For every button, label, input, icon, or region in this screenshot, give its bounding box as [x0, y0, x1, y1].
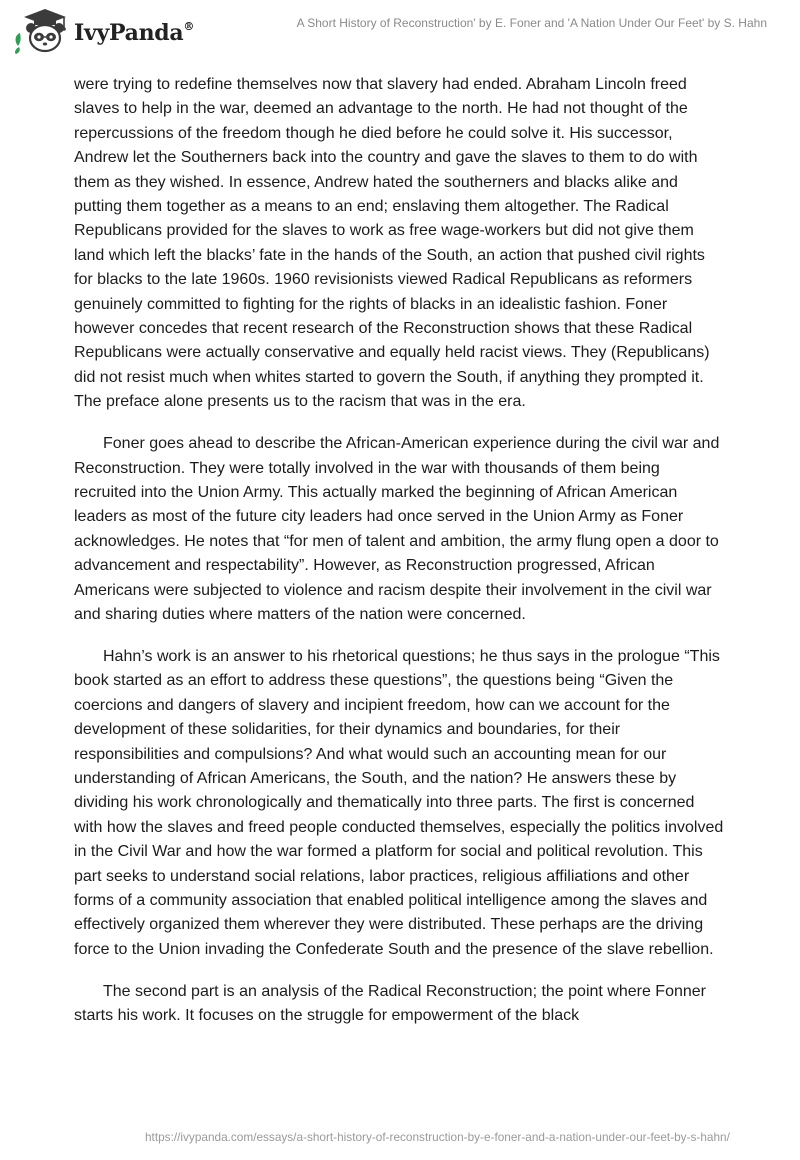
source-url[interactable]: https://ivypanda.com/essays/a-short-history-of-reconstruction-by-e-foner-and-a-nation-under-our-feet-by-s-hahn/: [145, 1130, 730, 1144]
brand-name: [74, 20, 194, 46]
brand-name-text: IvyPanda: [74, 20, 184, 46]
paragraph-4: The second part is an analysis of the Radical Reconstruction; the point where Fonner starts his work. It focuses on the struggle for empowerment of the black: [74, 982, 706, 1025]
registered-mark: ®: [183, 19, 195, 33]
paragraph-2: Foner goes ahead to describe the African-American experience during the civil war and Reconstruction. They were totally involved in the war with thousands of them being recruited into the Union Army. This actually marked the beginning of African American leaders as most of the future city leaders had once served in the Union Army as Foner acknowledges. He notes that “for men of talent and ambition, the army flung open a door to advancement and respectability”. However, as Reconstruction progressed, African Americans were subjected to violence and racism despite their involvement in the civil war and sharing duties where matters of the nation were concerned.: [74, 435, 720, 624]
panda-graduate-icon: [12, 8, 70, 54]
ivypanda-logo[interactable]: [12, 8, 194, 54]
page-header: [0, 0, 800, 60]
paragraph-3: Hahn’s work is an answer to his rhetorical questions; he thus says in the prologue “This book started as an effort to address these questions”, the questions being “Given the coercions and dangers of slavery and incipient freedom, how can we account for the development of these solidarities, for their dynamics and boundaries, for their responsibilities and compulsions? And what would such an accounting mean for our understanding of African Americans, the South, and the nation? He answers these by dividing his work chronologically and thematically into three parts. The first is concerned with how the slaves and freed people conducted themselves, especially the politics involved in the Civil War and how the war formed a platform for social and political revolution. This part seeks to understand social relations, labor practices, religious affiliations and other forms of a community association that enabled political intelligence among the slaves and effectively organized them wherever they were distributed. These perhaps are the driving force to the Union invading the Confederate South and the presence of the slave rebellion.: [74, 647, 724, 958]
essay-body: [74, 73, 726, 1046]
paragraph-1: were trying to redefine themselves now that slavery had ended. Abraham Lincoln freed slaves to help in the war, deemed an advantage to the north. He had not thought of the repercussions of the freedom though he died before he could solve it. His successor, Andrew let the Southerners back into the country and gave the slaves to them to do with them as they wished. In essence, Andrew hated the southerners and blacks alike and putting them together as a means to an end; enslaving them altogether. The Radical Republicans provided for the slaves to work as free wage-workers but did not give them land which left the blacks’ fate in the hands of the South, an action that pushed civil rights for blacks to the late 1960s. 1960 revisionists viewed Radical Republicans as reformers genuinely committed to fighting for the rights of blacks in an idealistic fashion. Foner however concedes that recent research of the Reconstruction shows that these Radical Republicans were actually conservative and equally held racist views. They (Republicans) did not resist much when whites started to govern the South, if anything they prompted it. The preface alone presents us to the racism that was in the era.: [74, 76, 710, 411]
document-title: A Short History of Reconstruction' by E. Foner and 'A Nation Under Our Feet' by S. Hahn: [296, 16, 767, 30]
